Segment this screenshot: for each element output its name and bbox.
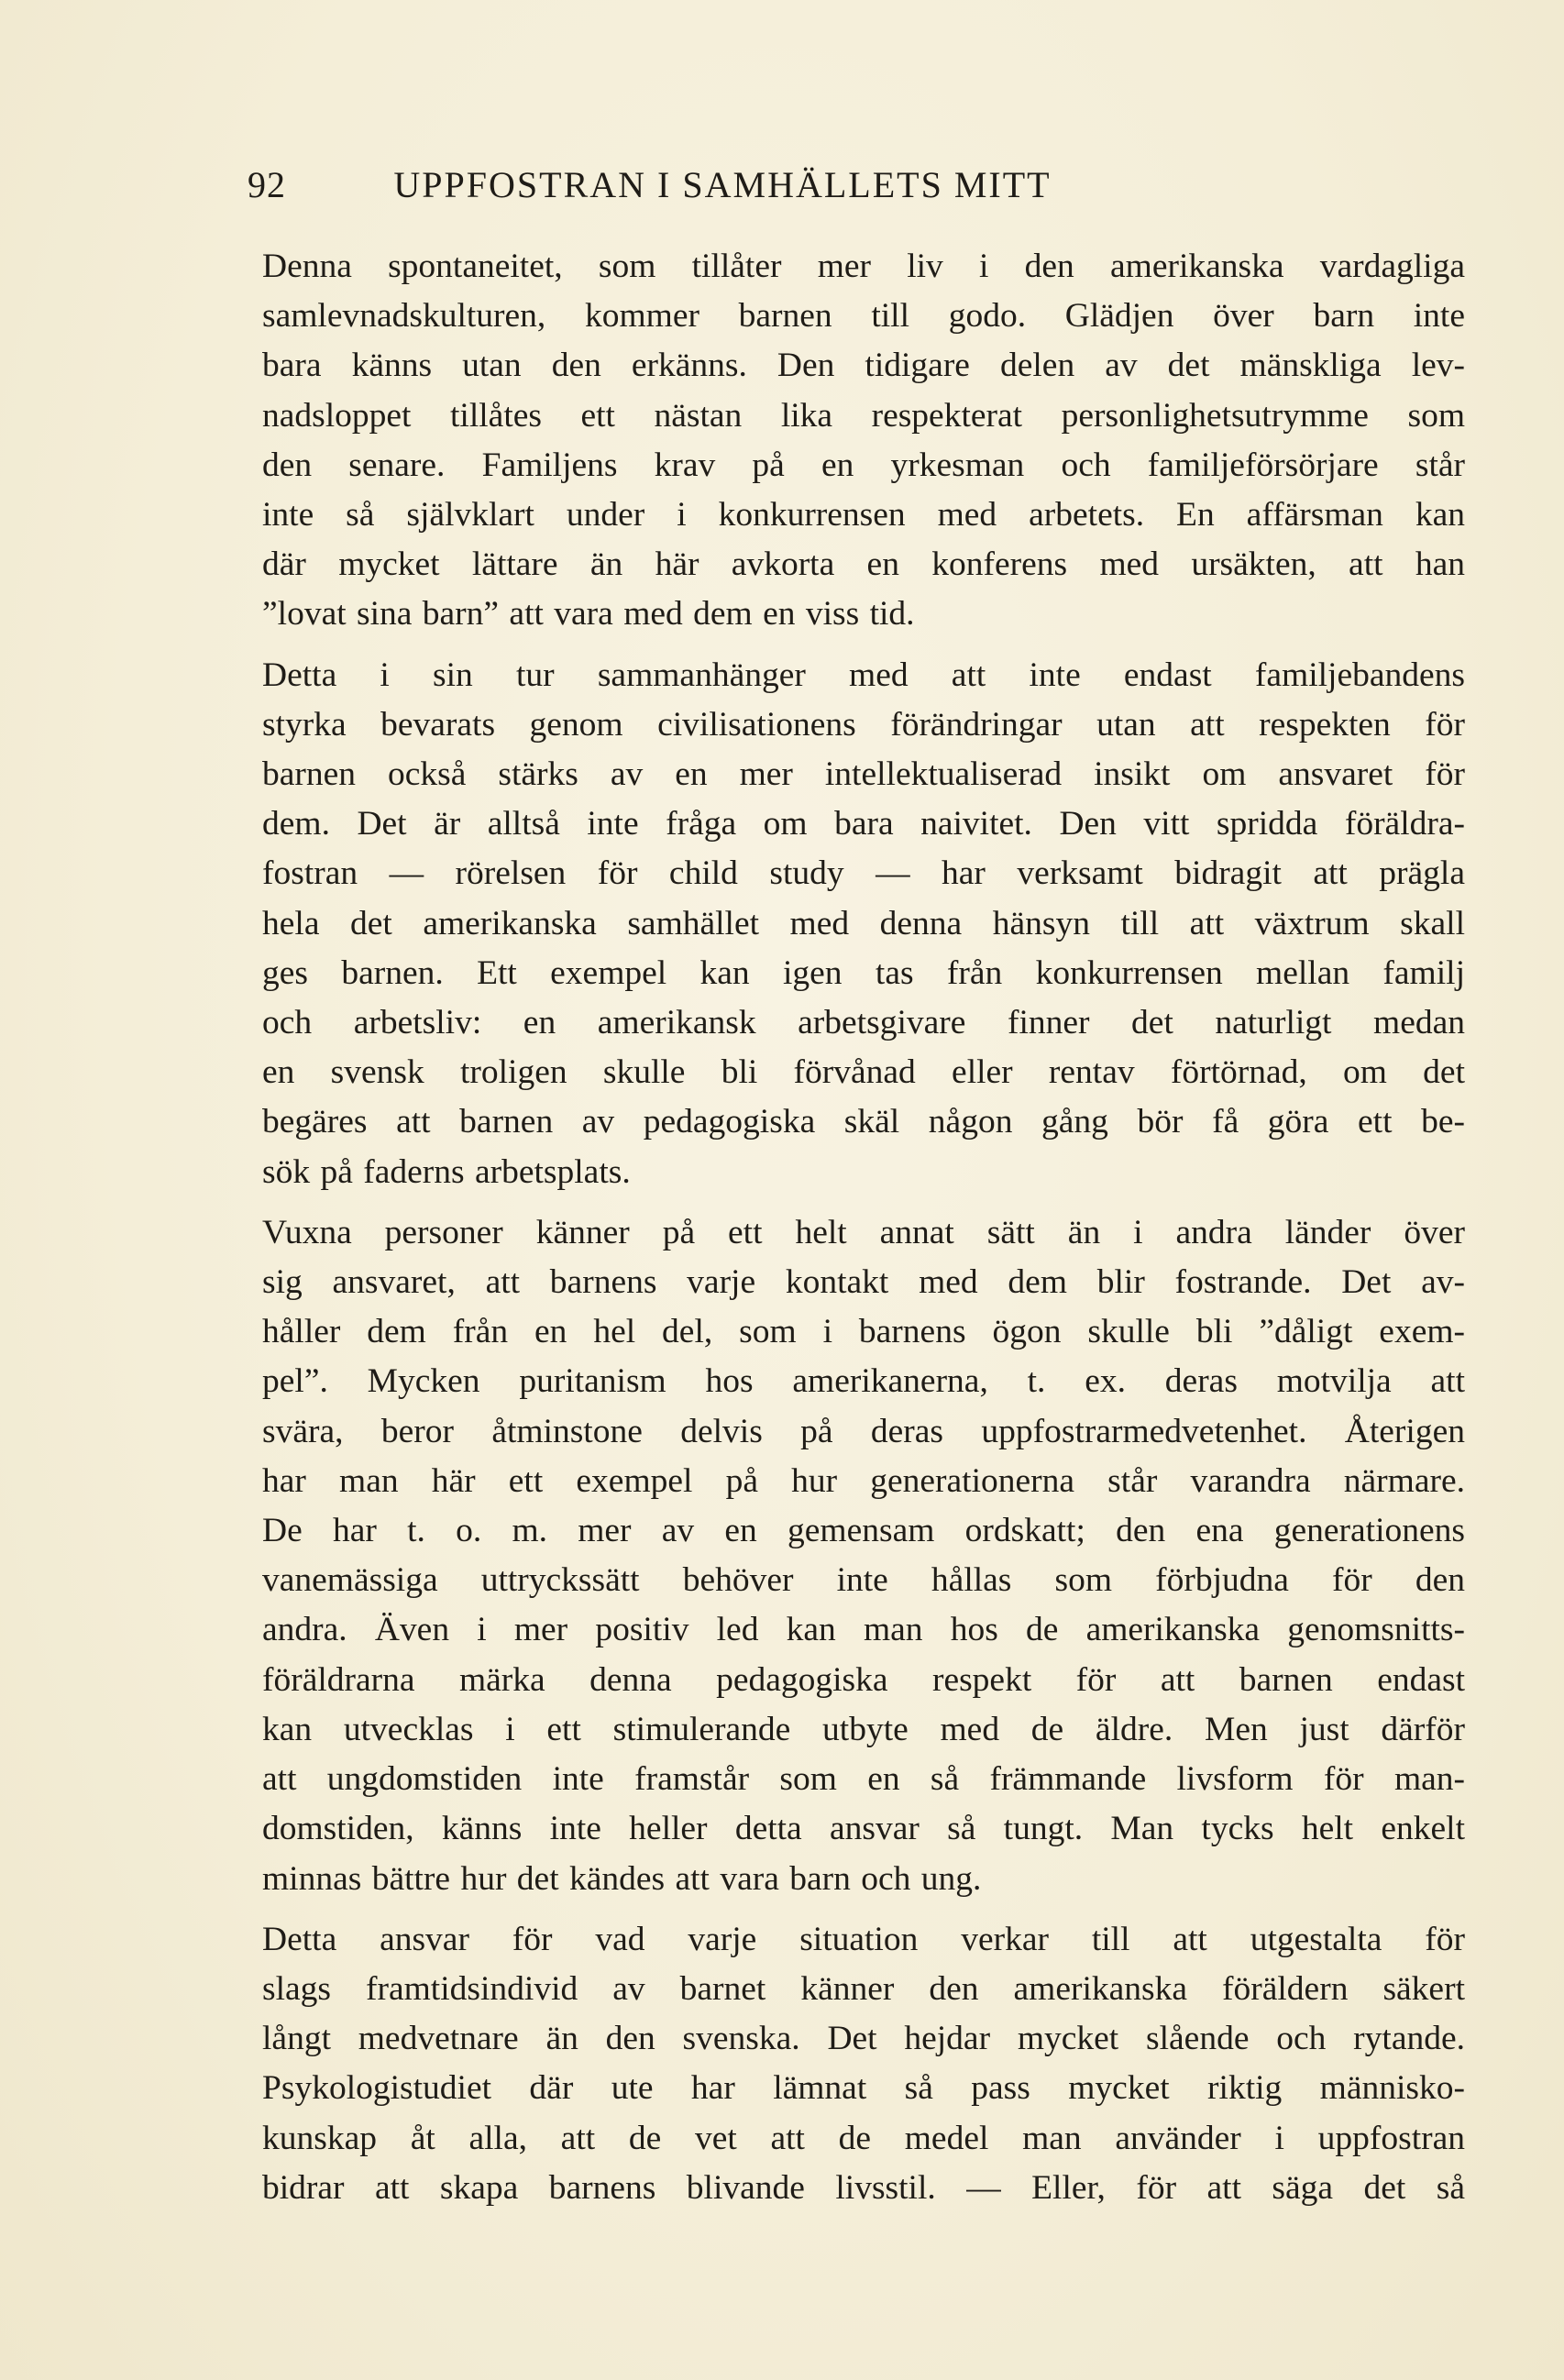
paragraph-2: [262, 651, 1465, 1197]
text-line: Psykologistudiet där ute har lämnat så pass mycket riktig människo-: [262, 2069, 1465, 2108]
paragraph-3: [262, 1208, 1465, 1904]
text-line: De har t. o. m. mer av en gemensam ordskatt; den ena generationens: [262, 1512, 1465, 1550]
running-head: UPPFOSTRAN I SAMHÄLLETS MITT: [393, 164, 1052, 205]
text-line: den senare. Familjens krav på en yrkesman och familjeförsörjare står: [262, 446, 1465, 484]
text-line: och arbetsliv: en amerikansk arbetsgivare finner det naturligt medan: [262, 1004, 1465, 1042]
text-line: långt medvetnare än den svenska. Det hejdar mycket slående och rytande.: [262, 2020, 1465, 2058]
text-line: bara känns utan den erkänns. Den tidigare delen av det mänskliga lev-: [262, 347, 1465, 385]
text-line: barnen också stärks av en mer intellektualiserad insikt om ansvaret för: [262, 755, 1465, 794]
text-line: kan utvecklas i ett stimulerande utbyte med de äldre. Men just därför: [262, 1710, 1465, 1748]
text-line: fostran — rörelsen för child study — har verksamt bidragit att prägla: [262, 854, 1465, 893]
text-line: begäres att barnen av pedagogiska skäl någon gång bör få göra ett be-: [262, 1103, 1465, 1141]
paragraph-1: [262, 242, 1465, 640]
text-line: Detta ansvar för vad varje situation verkar till att utgestalta för: [262, 1920, 1465, 1958]
text-line: nadsloppet tillåtes ett nästan lika respekterat personlighetsutrymme som: [262, 396, 1465, 435]
text-line: pel”. Mycken puritanism hos amerikanerna, t. ex. deras motvilja att: [262, 1362, 1465, 1401]
text-line: hela det amerikanska samhället med denna hänsyn till att växtrum skall: [262, 904, 1465, 942]
text-line: bidrar att skapa barnens blivande livsstil. — Eller, för att säga det så: [262, 2168, 1465, 2207]
text-line: samlevnadskulturen, kommer barnen till godo. Glädjen över barn inte: [262, 297, 1465, 336]
text-line: föräldrarna märka denna pedagogiska respekt för att barnen endast: [262, 1660, 1465, 1699]
text-line: håller dem från en hel del, som i barnens ögon skulle bli ”dåligt exem-: [262, 1313, 1465, 1351]
text-line: domstiden, känns inte heller detta ansvar så tungt. Man tycks helt enkelt: [262, 1810, 1465, 1848]
text-line: Detta i sin tur sammanhänger med att inte endast familjebandens: [262, 656, 1465, 694]
text-line: Denna spontaneitet, som tillåter mer liv i den amerikanska vardagliga: [262, 248, 1465, 285]
text-line: där mycket lättare än här avkorta en konferens med ursäkten, att han: [262, 545, 1465, 584]
text-line: slags framtidsindivid av barnet känner den amerikanska föräldern säkert: [262, 1969, 1465, 2008]
text-line: en svensk troligen skulle bli förvånad eller rentav förtörnad, om det: [262, 1053, 1465, 1092]
text-line: svära, beror åtminstone delvis på deras uppfostrarmedvetenhet. Återigen: [262, 1412, 1465, 1450]
text-line: sig ansvaret, att barnens varje kontakt med dem blir fostrande. Det av-: [262, 1263, 1465, 1302]
text-line: inte så självklart under i konkurrensen med arbetets. En affärsman kan: [262, 496, 1465, 534]
text-line: minnas bättre hur det kändes att vara barn och ung.: [262, 1859, 982, 1898]
text-line: vanemässiga uttryckssätt behöver inte hållas som förbjudna för den: [262, 1561, 1465, 1600]
page-number: 92: [248, 164, 286, 205]
text-line: styrka bevarats genom civilisationens förändringar utan att respekten för: [262, 705, 1465, 744]
text-line: dem. Det är alltså inte fråga om bara naivitet. Den vitt spridda föräldra-: [262, 805, 1465, 843]
body-text: [262, 242, 1465, 2224]
text-line: ”lovat sina barn” att vara med dem en viss tid.: [262, 595, 915, 634]
text-line: att ungdomstiden inte framstår som en så främmande livsform för man-: [262, 1760, 1465, 1799]
text-line: ges barnen. Ett exempel kan igen tas från konkurrensen mellan familj: [262, 953, 1465, 992]
text-line: Vuxna personer känner på ett helt annat sätt än i andra länder över: [262, 1213, 1465, 1251]
text-line: sök på faderns arbetsplats.: [262, 1152, 631, 1191]
page-header: [248, 163, 1197, 227]
text-line: har man här ett exempel på hur generationerna står varandra närmare.: [262, 1461, 1465, 1500]
paragraph-4: [262, 1915, 1465, 2213]
text-line: andra. Även i mer positiv led kan man hos de amerikanska genomsnitts-: [262, 1611, 1465, 1649]
text-line: kunskap åt alla, att de vet att de medel man använder i uppfostran: [262, 2119, 1465, 2157]
